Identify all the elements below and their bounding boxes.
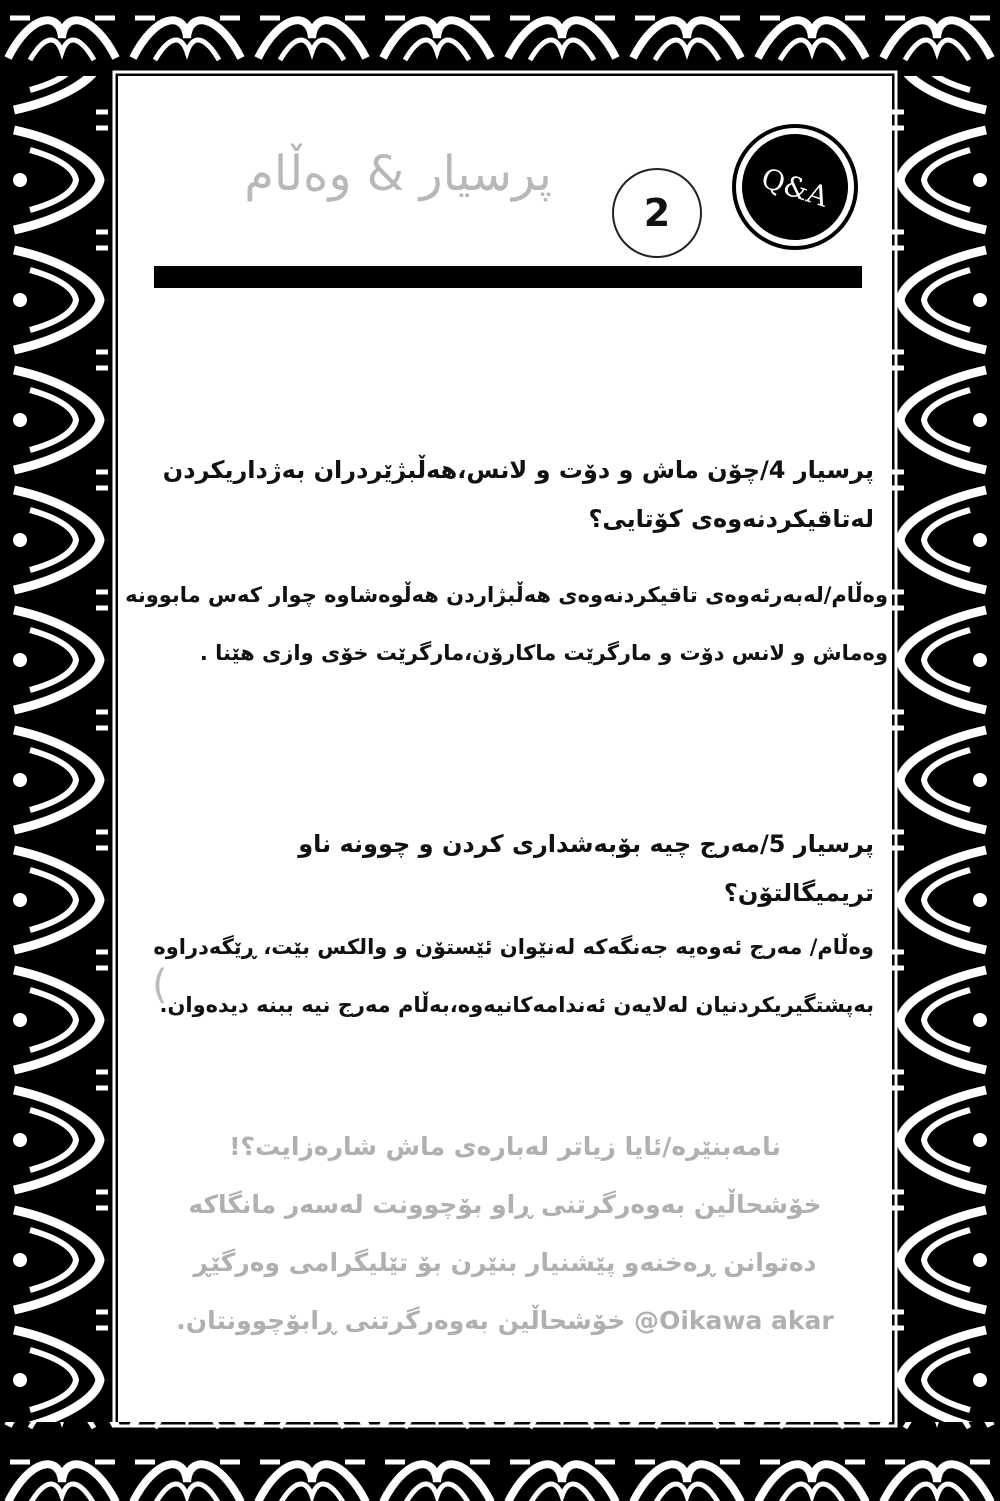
- page-number-badge: 2: [612, 168, 702, 258]
- answer-line: بەپشتگیریکردنیان لەلایەن ئەندامەکانیەوە،بەڵام مەرج نیە ببنە دیدەوان.: [159, 993, 874, 1017]
- question-4: [158, 446, 874, 544]
- footer-line: خۆشحاڵین بەوەرگرتنی ڕاو بۆچوونت لەسەر مانگاکە: [188, 1190, 822, 1219]
- footer-note: [158, 1118, 852, 1350]
- footer-line: دەتوانن ڕەخنەو پێشنیار بنێرن بۆ تێلیگرامی وەرگێڕ: [193, 1248, 817, 1277]
- answer-line: وەڵام/ مەرج ئەوەیە جەنگەکە لەنێوان ئێستۆن و والکس بێت، ڕێگەدراوە: [153, 935, 874, 959]
- page-title: پرسیار & وەڵام: [244, 146, 552, 202]
- answer-5: [146, 918, 874, 1034]
- answer-line: وەماش و لانس دۆت و مارگرێت ماکارۆن،مارگرێت خۆی وازی هێنا .: [199, 641, 888, 665]
- answer-4: [122, 566, 888, 682]
- qa-logo-text: Q&A: [728, 120, 862, 254]
- qa-logo-badge: [732, 124, 858, 250]
- decorative-bracket-icon: (: [152, 962, 168, 1008]
- footer-line: Oikawa akar@ خۆشحاڵین بەوەرگرتنی ڕابۆچوونتان.: [176, 1306, 834, 1335]
- question-5: [158, 820, 874, 918]
- question-line: لەتاقیکردنەوەی کۆتایی؟: [588, 505, 874, 533]
- footer-line: نامەبنێرە/ئایا زیاتر لەبارەی ماش شارەزایت؟!: [229, 1132, 781, 1161]
- question-line: پرسیار 4/چۆن ماش و دۆت و لانس،هەڵبژێردران بەژداریکردن: [162, 456, 874, 484]
- content-card: [118, 76, 892, 1422]
- question-line: پرسیار 5/مەرج چیە بۆبەشداری کردن و چوونە ناو تریمیگالتۆن؟: [298, 830, 874, 907]
- answer-line: وەڵام/لەبەرئەوەی تاقیکردنەوەی هەڵبژاردن هەڵوەشاوە چوار کەس مابوونە: [125, 583, 888, 607]
- header-divider: [154, 266, 862, 288]
